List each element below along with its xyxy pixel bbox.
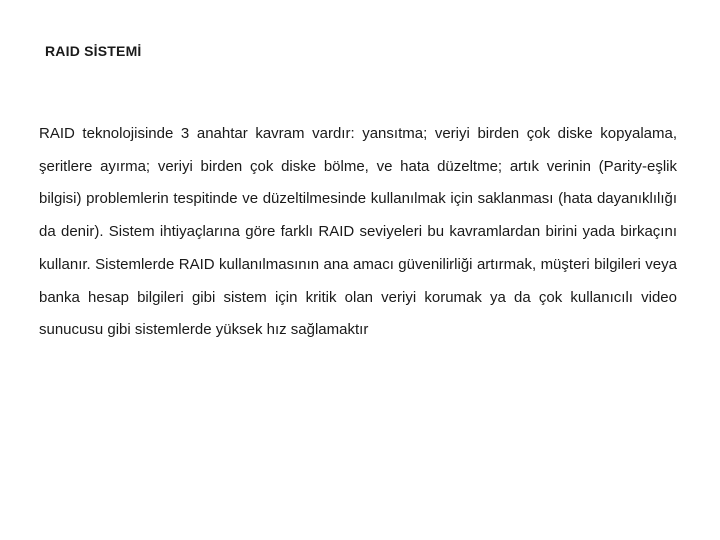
slide-body-text: RAID teknolojisinde 3 anahtar kavram vardır: yansıtma; veriyi birden çok diske kopyalama, şeritlere ayırma; veriyi birden çok diske bölme, ve hata düzeltme; artık verinin (Parity-eşlik bilgisi) problemlerin tespitinde ve düzeltilmesinde kullanılmak için saklanması (hata dayanıklılığı da denir). Sistem ihtiyaçlarına göre farklı RAID seviyeleri bu kavramlardan birini yada birkaçını kullanır. Sistemlerde RAID kullanılmasının ana amacı güvenilirliği artırmak, müşteri bilgileri veya banka hesap bilgileri gibi sistem için kritik olan veriyi korumak ya da çok kullanıcılı video sunucusu gibi sistemlerde yüksek hız sağlamaktır [39, 125, 677, 339]
slide-title: RAID SİSTEMİ [45, 43, 142, 59]
